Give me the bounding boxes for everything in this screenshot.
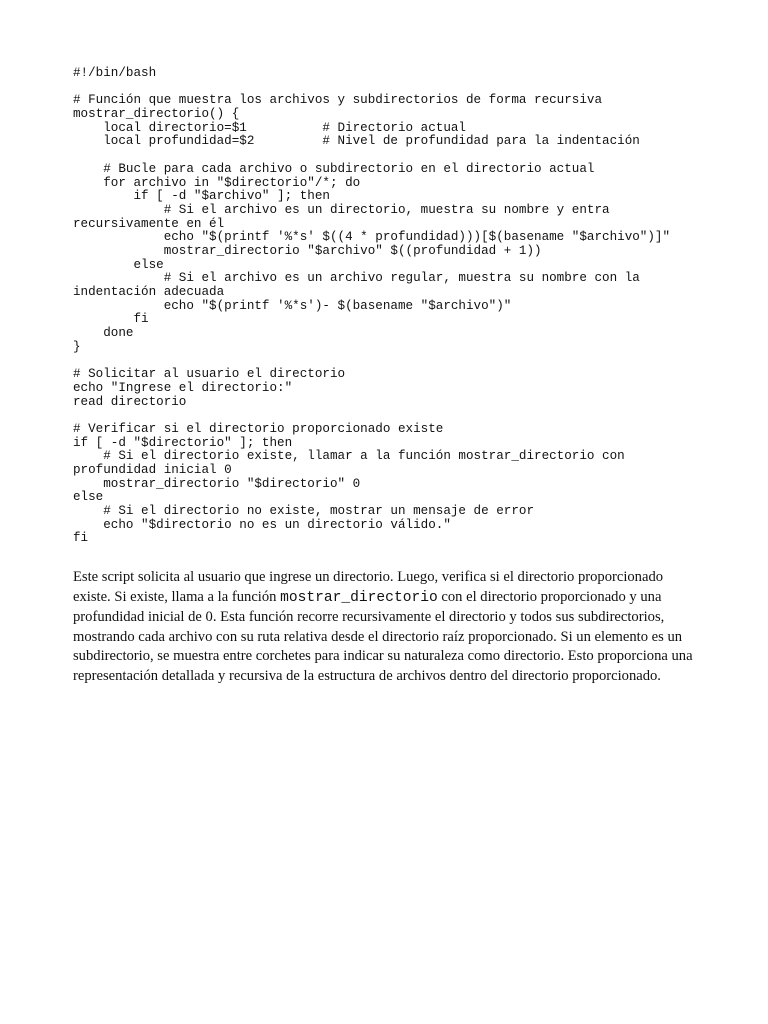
- inline-code-function-name: mostrar_directorio: [280, 589, 438, 606]
- code-line: read directorio: [73, 394, 187, 409]
- code-line: [73, 354, 713, 368]
- code-line: profundidad inicial 0: [73, 462, 232, 477]
- code-line: recursivamente en él: [73, 216, 225, 231]
- code-line: # Si el archivo es un archivo regular, muestra su nombre con la: [73, 271, 640, 286]
- code-line: mostrar_directorio "$archivo" $((profundidad + 1)): [73, 243, 542, 258]
- code-line: # Bucle para cada archivo o subdirectorio en el directorio actual: [73, 161, 595, 176]
- code-line: done: [73, 326, 134, 341]
- code-line: local profundidad=$2 # Nivel de profundidad para la indentación: [73, 134, 640, 149]
- code-line: # Solicitar al usuario el directorio: [73, 367, 346, 382]
- code-line: # Si el directorio existe, llamar a la función mostrar_directorio con: [73, 449, 625, 464]
- code-line: for archivo in "$directorio"/*; do: [73, 175, 361, 190]
- code-line: [73, 409, 713, 423]
- code-line: [73, 149, 713, 163]
- code-line: # Función que muestra los archivos y subdirectorios de forma recursiva: [73, 93, 603, 108]
- code-line: # Si el archivo es un directorio, muestra su nombre y entra: [73, 202, 610, 217]
- code-line: indentación adecuada: [73, 285, 225, 299]
- code-line: fi: [73, 531, 89, 546]
- code-line: echo "$directorio no es un directorio válido.": [73, 517, 451, 532]
- code-line: echo "Ingrese el directorio:": [73, 380, 293, 395]
- code-line: mostrar_directorio() {: [73, 107, 240, 122]
- code-line: else: [73, 257, 164, 272]
- explanation-text: [73, 568, 695, 687]
- explanation-before-code: Este script solicita al usuario que ingrese un directorio. Luego, verifica si el directorio proporcionado existe. Si existe, llama a la función: [73, 569, 664, 605]
- code-line: echo "$(printf '%*s' $((4 * profundidad)))[$(basename "$archivo")]": [73, 230, 671, 245]
- code-line: if [ -d "$archivo" ]; then: [73, 189, 330, 204]
- code-line: local directorio=$1 # Directorio actual: [73, 120, 466, 135]
- explanation-after-code: con el directorio proporcionado y una profundidad inicial de 0. Esta función recorre recursivamente el directorio y todos sus subdirectorios, mostrando cada archivo con su ruta relativa desde el directorio raíz proporcionado. Si un elemento es un subdirectorio, se muestra entre corchetes para indicar su naturaleza como directorio. Esto proporciona una representación detallada y recursiva de la estructura de archivos dentro del directorio proporcionado.: [73, 588, 693, 684]
- code-line: else: [73, 490, 104, 505]
- code-line: #!/bin/bash: [73, 66, 157, 80]
- code-line: # Verificar si el directorio proporcionado existe: [73, 421, 444, 436]
- code-block: [73, 67, 713, 546]
- code-line: [73, 81, 713, 95]
- explanation-paragraph: [73, 568, 695, 687]
- code-line: # Si el directorio no existe, mostrar un mensaje de error: [73, 504, 535, 518]
- code-line: echo "$(printf '%*s')- $(basename "$archivo")": [73, 298, 512, 313]
- code-line: mostrar_directorio "$directorio" 0: [73, 476, 361, 491]
- code-line: if [ -d "$directorio" ]; then: [73, 435, 293, 450]
- code-line: }: [73, 339, 81, 354]
- code-line: fi: [73, 312, 149, 327]
